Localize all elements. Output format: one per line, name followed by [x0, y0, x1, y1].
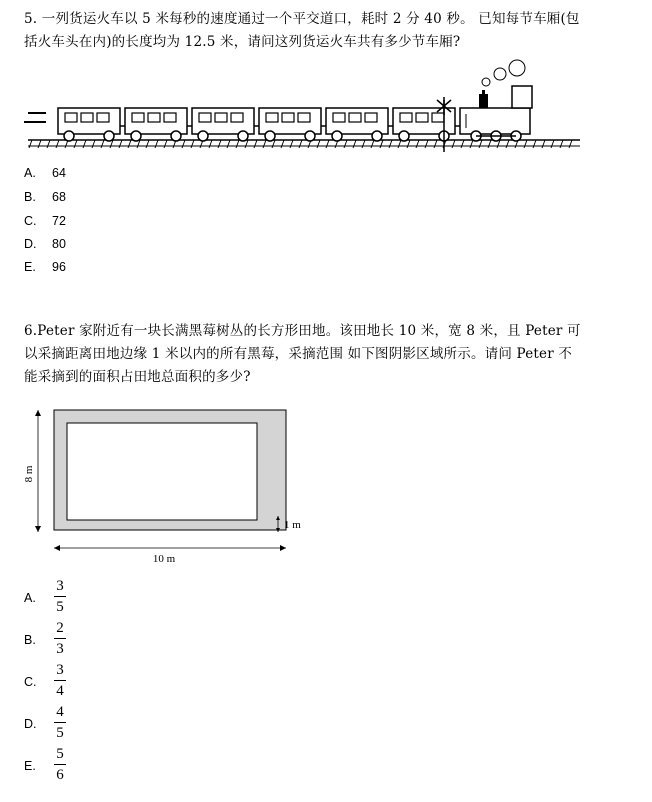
fraction: 2 3: [54, 620, 66, 658]
q5-option-c[interactable]: C. 72: [24, 214, 66, 228]
question-5-line-2: 括火车头在内)的长度均为 12.5 米，请问这列货运火车共有多少节车厢?: [24, 34, 461, 50]
question-5-text: [24, 8, 584, 54]
question-6-line-1: 6.Peter 家附近有一块长满黑莓树丛的长方形田地。该田地长 10 米，宽 8 米，且 Peter 可: [24, 323, 581, 339]
field-inner-rect: [67, 423, 257, 520]
field-diagram: [18, 404, 318, 574]
wagon: [125, 108, 192, 141]
border-label: 1 m: [284, 519, 301, 531]
wagon: [259, 108, 326, 141]
question-6-text: [24, 320, 584, 389]
question-6-line-2: 以采摘距离田地边缘 1 米以内的所有黑莓，采摘范围 如下图阴影区域所示。请问 Peter 不: [24, 346, 573, 362]
fraction: 4 5: [54, 704, 66, 742]
q5-option-a[interactable]: A. 64: [24, 166, 66, 180]
wagon: [326, 108, 393, 141]
wagon: [58, 108, 125, 141]
fraction: 3 4: [54, 662, 66, 700]
train-illustration: [20, 56, 590, 156]
question-5-line-1: 5. 一列货运火车以 5 米每秒的速度通过一个平交道口，耗时 2 分 40 秒。 已知每节车厢(包: [24, 11, 580, 27]
width-label: 10 m: [152, 553, 176, 565]
q5-option-d[interactable]: D. 80: [24, 237, 66, 251]
q5-option-e[interactable]: E. 96: [24, 260, 66, 274]
height-label: 8 m: [23, 465, 35, 483]
wagon: [192, 108, 259, 141]
fraction: 5 6: [54, 746, 66, 784]
q5-option-b[interactable]: B. 68: [24, 190, 66, 204]
fraction: 3 5: [54, 578, 66, 616]
question-6-line-3: 能采摘到的面积占田地总面积的多少?: [24, 369, 251, 385]
wagon: [393, 108, 460, 141]
